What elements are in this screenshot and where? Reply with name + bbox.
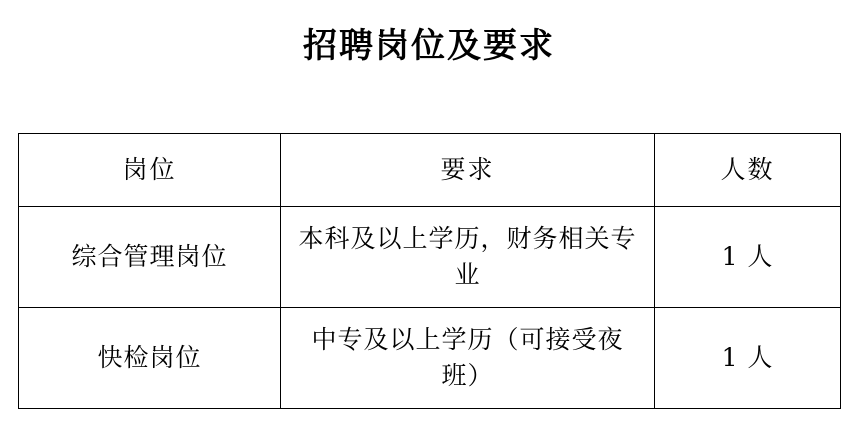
table-row — [19, 308, 841, 409]
column-header-count: 人数 — [655, 134, 841, 207]
table-body — [19, 207, 841, 409]
cell-requirement: 本科及以上学历，财务相关专业 — [281, 207, 655, 308]
cell-count: 1 人 — [655, 207, 841, 308]
column-header-position: 岗位 — [19, 134, 281, 207]
table-row — [19, 207, 841, 308]
table-header-row — [19, 134, 841, 207]
column-header-requirement: 要求 — [281, 134, 655, 207]
page-title: 招聘岗位及要求 — [303, 26, 555, 66]
table-header — [19, 134, 841, 207]
recruitment-table-container — [18, 133, 840, 409]
recruitment-table — [18, 133, 841, 409]
cell-count: 1 人 — [655, 308, 841, 409]
cell-position: 快检岗位 — [19, 308, 281, 409]
cell-position: 综合管理岗位 — [19, 207, 281, 308]
cell-requirement: 中专及以上学历（可接受夜班） — [281, 308, 655, 409]
